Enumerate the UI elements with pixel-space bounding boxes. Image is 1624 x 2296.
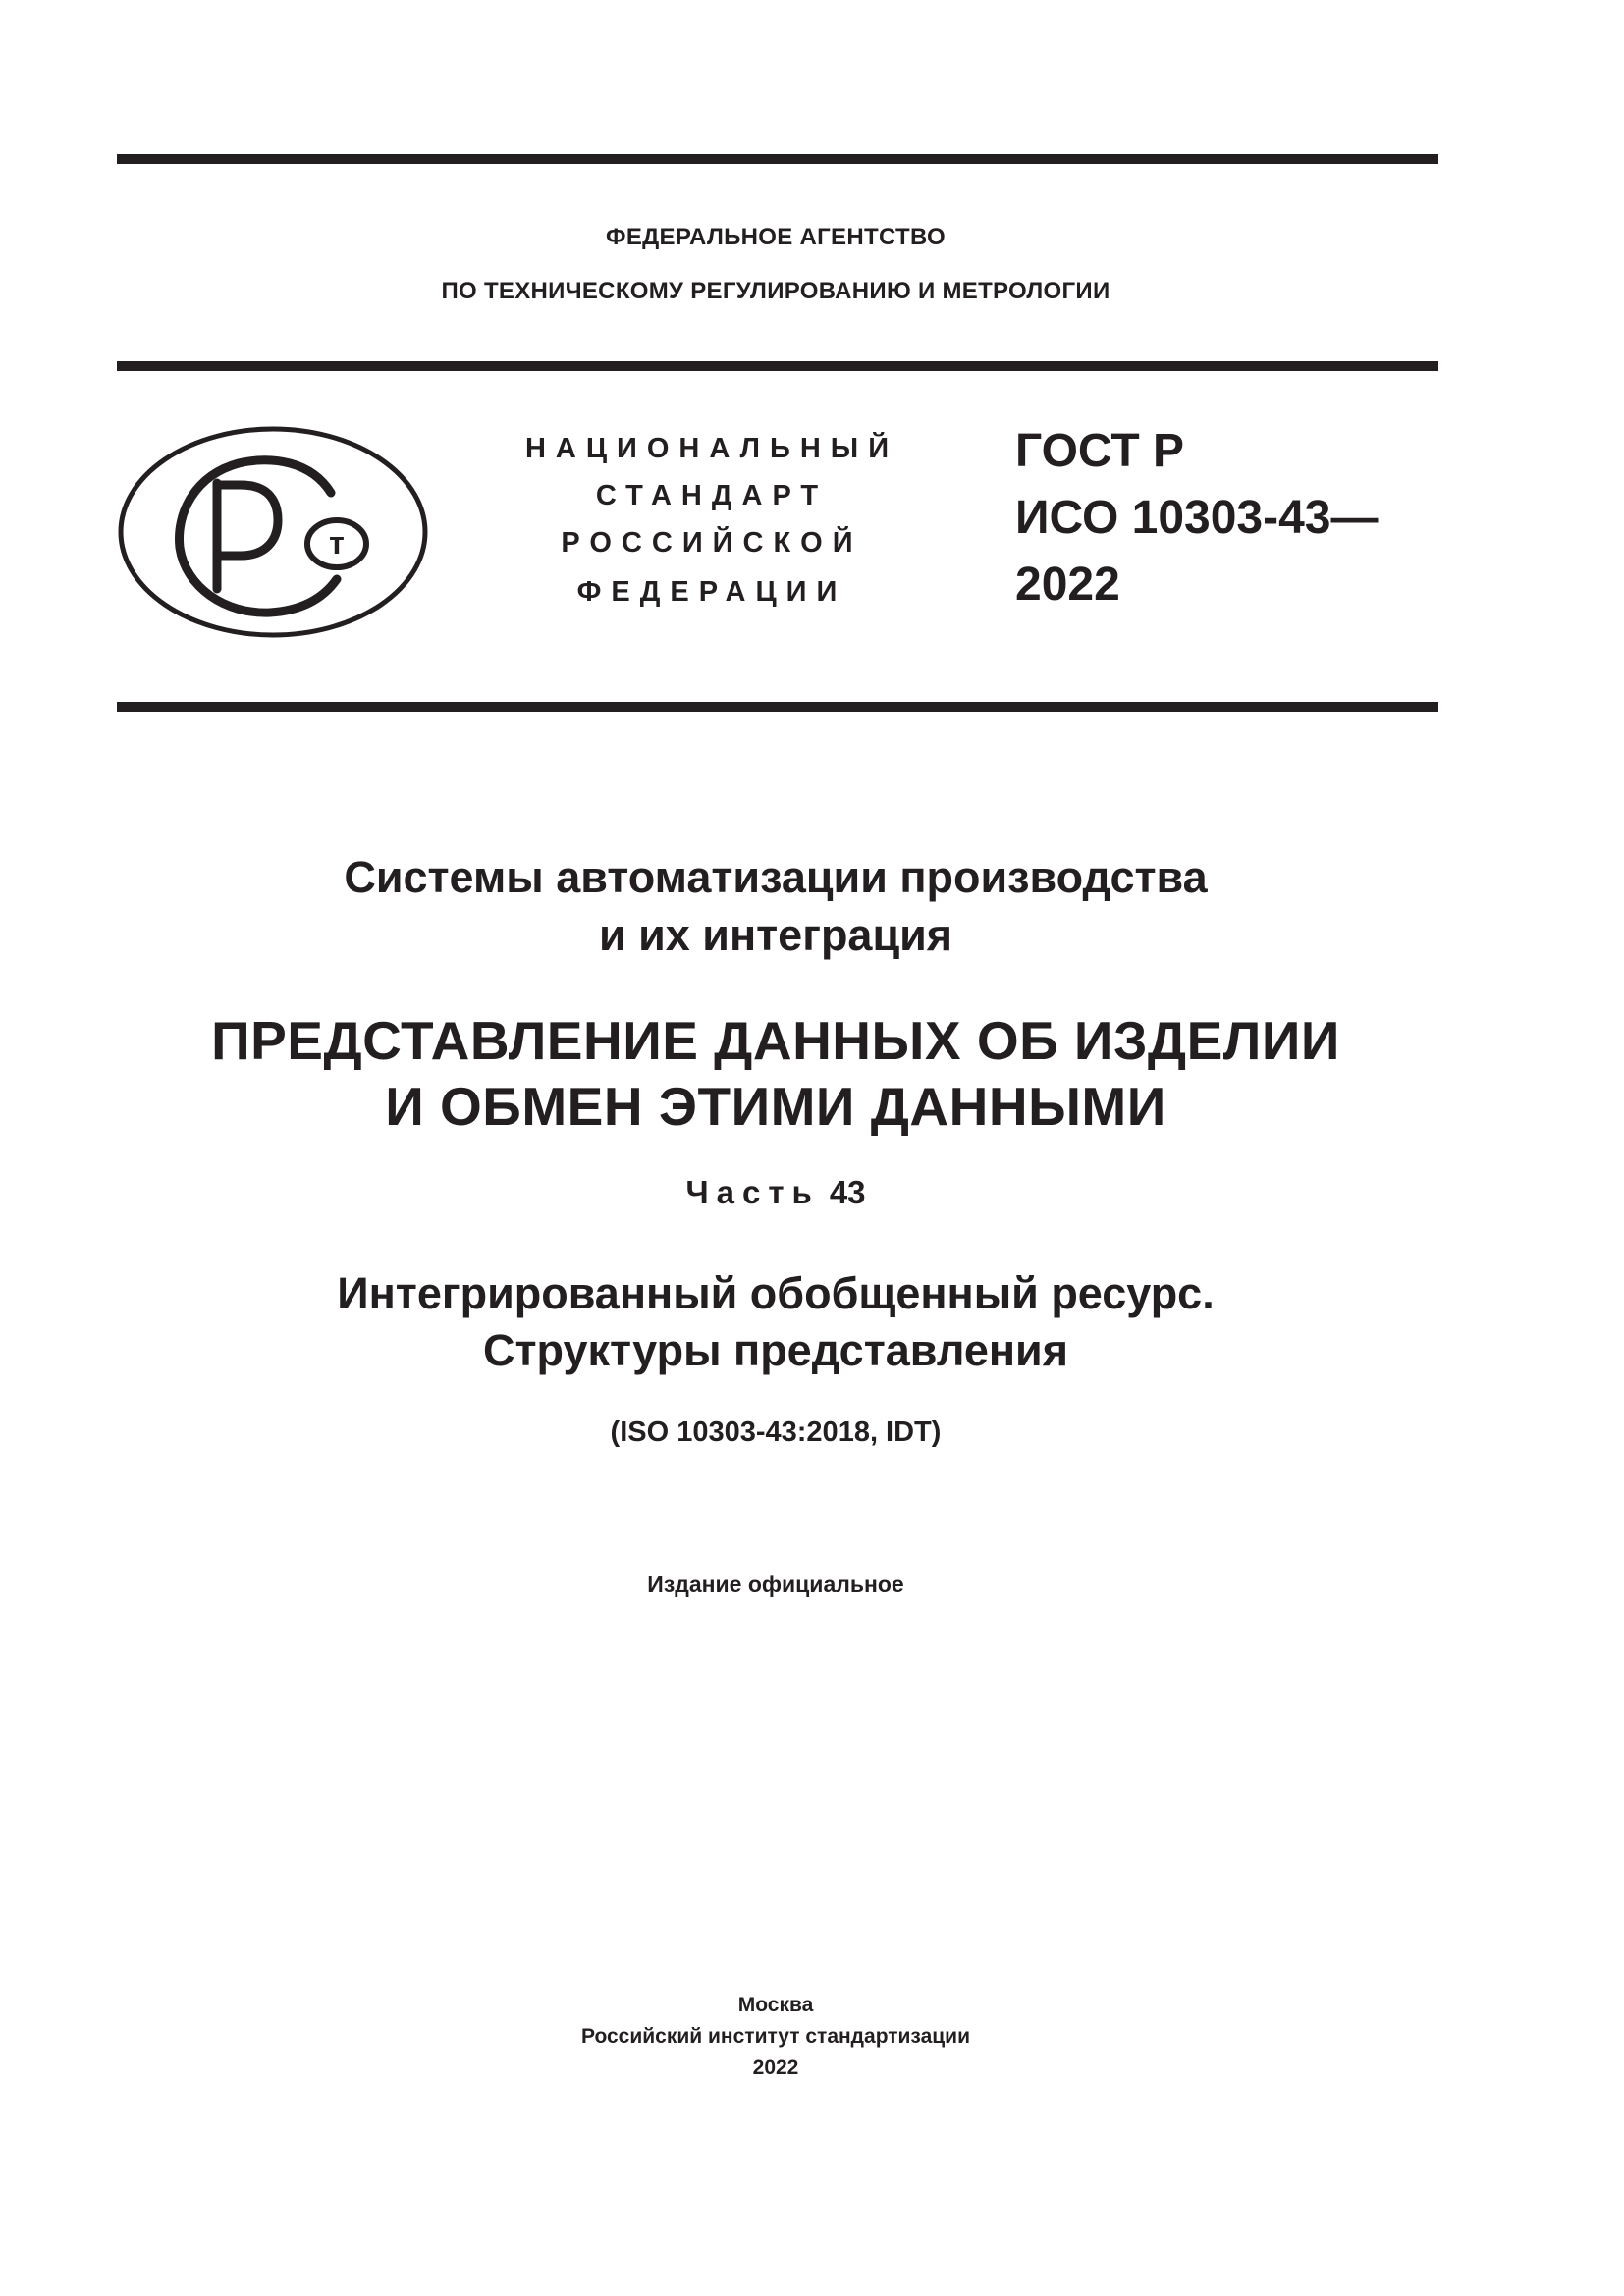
- rst-mark-icon: [115, 422, 431, 642]
- header-rule: [117, 361, 1438, 371]
- designation-line-2: ИСО 10303-43—: [1015, 492, 1379, 544]
- agency-name-line-1: ФЕДЕРАЛЬНОЕ АГЕНТСТВО: [606, 224, 946, 250]
- series-title-line-1: Системы автоматизации производства: [344, 852, 1208, 902]
- edition-note: Издание официальное: [647, 1572, 904, 1597]
- subtitle-line-1: Интегрированный обобщенный ресурс.: [337, 1268, 1215, 1318]
- designation-line-1: ГОСТ Р: [1015, 425, 1185, 477]
- agency-name-line-2: ПО ТЕХНИЧЕСКОМУ РЕГУЛИРОВАНИЮ И МЕТРОЛОГИИ: [441, 278, 1110, 304]
- part-number: 43: [829, 1174, 866, 1210]
- national-standard-line-3: РОССИЙСКОЙ: [561, 527, 863, 559]
- main-title-line-2: И ОБМЕН ЭТИМИ ДАННЫМИ: [385, 1076, 1166, 1137]
- subtitle-line-2: Структуры представления: [483, 1325, 1068, 1375]
- part-word: Часть: [685, 1174, 820, 1210]
- designation-line-3: 2022: [1015, 559, 1120, 611]
- imprint-city: Москва: [737, 1994, 814, 2016]
- iso-reference: (ISO 10303-43:2018, IDT): [610, 1416, 942, 1448]
- national-standard-line-1: НАЦИОНАЛЬНЫЙ: [524, 433, 899, 464]
- masthead-bottom-rule: [117, 702, 1438, 712]
- national-standard-line-4: ФЕДЕРАЦИИ: [576, 576, 847, 608]
- series-title-line-2: и их интеграция: [598, 910, 953, 960]
- part-label: [0, 1174, 1551, 1211]
- main-title-line-1: ПРЕДСТАВЛЕНИЕ ДАННЫХ ОБ ИЗДЕЛИИ: [211, 1010, 1340, 1071]
- imprint-year: 2022: [752, 2056, 799, 2079]
- top-rule: [117, 154, 1438, 164]
- national-standard-line-2: СТАНДАРТ: [595, 480, 829, 511]
- rst-mark-letter: т: [329, 525, 345, 561]
- imprint-publisher: Российский институт стандартизации: [580, 2025, 971, 2048]
